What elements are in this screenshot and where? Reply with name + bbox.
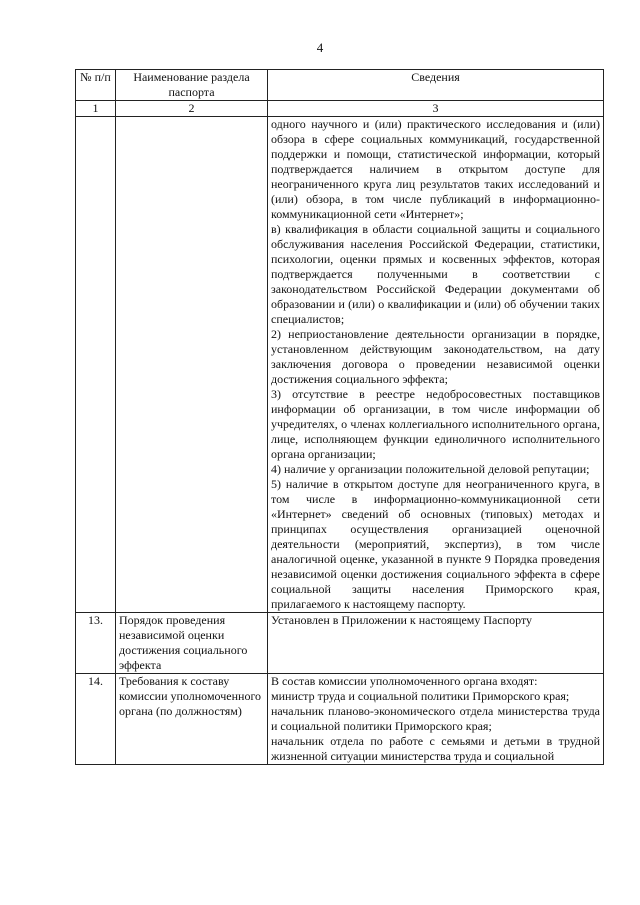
- info-paragraph: 5) наличие в открытом доступе для неограниченного круга, в том числе в информационно-коммуникационной сети «Интернет» сведений об основных (типовых) методах и принципах осуществления организацией оценочной деятельности (мероприятий, экспертиз), в том числе аналогичной оценке, указанной в пункте 9 Порядка проведения независимой оценки достижения социального эффекта в сфере социальной защиты населения Приморского края, прилагаемого к настоящему паспорту.: [271, 477, 600, 611]
- table-row: [76, 674, 604, 765]
- column-number-3: 3: [268, 101, 604, 117]
- info-paragraph: 2) неприостановление деятельности организации в порядке, установленном действующим законодательством, на дату заключения договора о проведении независимой оценки достижения социального эффекта;: [271, 327, 600, 386]
- header-row: [76, 70, 604, 101]
- header-info: Сведения: [268, 70, 604, 101]
- info-paragraph: начальник планово-экономического отдела министерства труда и социальной политики Приморского края;: [271, 704, 600, 733]
- header-section-name: Наименование раздела паспорта: [116, 70, 268, 101]
- table-row: [76, 613, 604, 674]
- info-paragraph: министр труда и социальной политики Приморского края;: [271, 689, 570, 703]
- column-number-row: [76, 101, 604, 117]
- info-paragraph: 4) наличие у организации положительной деловой репутации;: [271, 462, 590, 476]
- row-section-name: Требования к составу комиссии уполномоченного органа (по должностям): [116, 674, 268, 765]
- row-info: [268, 117, 604, 613]
- column-number-2: 2: [116, 101, 268, 117]
- header-number: № п/п: [76, 70, 116, 101]
- info-paragraph: В состав комиссии уполномоченного органа входят:: [271, 674, 538, 688]
- row-info: [268, 674, 604, 765]
- row-info: [268, 613, 604, 674]
- row-number: 13.: [76, 613, 116, 674]
- column-number-1: 1: [76, 101, 116, 117]
- info-paragraph: начальник отдела по работе с семьями и детьми в трудной жизненной ситуации министерства труда и социальной: [271, 734, 600, 763]
- info-paragraph: Установлен в Приложении к настоящему Паспорту: [271, 613, 533, 627]
- row-number: [76, 117, 116, 613]
- row-number: 14.: [76, 674, 116, 765]
- passport-table: [75, 69, 604, 765]
- info-paragraph: одного научного и (или) практического исследования и (или) обзора в сфере социальных коммуникаций, государственной поддержки и помощи, статистической информации, который подтверждается наличием в открытом доступе для неограниченного круга лиц результатов таких исследований и (или) обзора, в том числе публикаций в информационно-коммуникационной сети «Интернет»;: [271, 117, 600, 221]
- table-row: [76, 117, 604, 613]
- info-paragraph: в) квалификация в области социальной защиты и социального обслуживания населения Российской Федерации, статистики, психологии, оценки прямых и косвенных эффектов, которая подтверждается полученными в соответствии с законодательством Российской Федерации документами об образовании и (или) о квалификации и (или) об обучении таких специалистов;: [271, 222, 600, 326]
- row-section-name: [116, 117, 268, 613]
- page-number: 4: [316, 40, 324, 55]
- info-paragraph: 3) отсутствие в реестре недобросовестных поставщиков информации об организации, в том числе информации об учредителях, о членах коллегиального исполнительного органа, лице, исполняющем функции единоличного исполнительного органа организации;: [271, 387, 600, 461]
- row-section-name: Порядок проведения независимой оценки достижения социального эффекта: [116, 613, 268, 674]
